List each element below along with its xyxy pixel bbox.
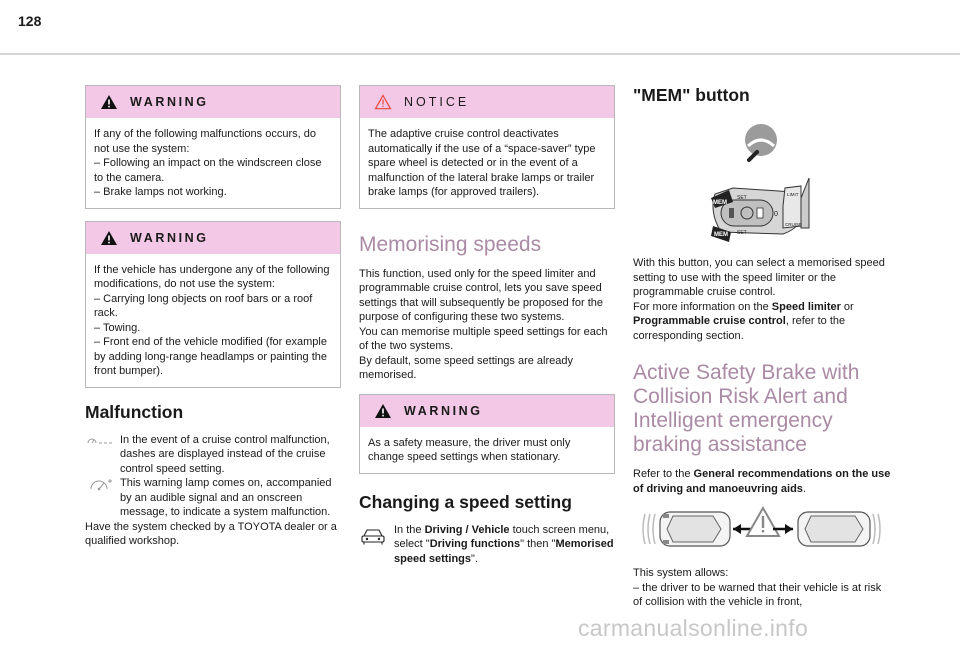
warning-line: – Following an impact on the windscreen close to the camera.	[94, 157, 322, 184]
menu-name-driving-functions: Driving functions	[429, 538, 521, 550]
memorising-paragraph: You can memorise multiple speed settings for each of the two systems.	[359, 325, 608, 352]
column-left	[85, 85, 341, 549]
mem-paragraph	[633, 300, 891, 344]
changing-instruction	[359, 523, 615, 567]
warning-line: – Front end of the vehicle modified (for example by adding long-range headlamps or painting the front bumper).	[94, 336, 327, 377]
section-heading-mem-button: "MEM" button	[633, 85, 750, 105]
warning-header	[86, 86, 340, 118]
car-settings-icon	[359, 523, 387, 547]
section-heading-changing: Changing a speed setting	[359, 491, 572, 512]
menu-name-driving-vehicle: Driving / Vehicle	[424, 523, 510, 536]
warning-line: If the vehicle has undergone any of the following modifications, do not use the system:	[94, 263, 330, 290]
warning-box-modifications	[85, 221, 341, 388]
stalk-label-set-plus: SET	[737, 195, 747, 201]
mem-paragraph: With this button, you can select a memorised speed setting to use with the speed limiter or the programmable cruise control.	[633, 257, 885, 298]
warning-line: If any of the following malfunctions occurs, do not use the system:	[94, 128, 316, 155]
warning-line: – Towing.	[94, 321, 141, 334]
asb-refer-text	[633, 467, 891, 496]
notice-triangle-icon	[374, 94, 392, 110]
warning-header	[360, 395, 614, 427]
asb-refer	[633, 467, 891, 496]
text-run: touch screen menu, select "	[394, 523, 610, 550]
collision-diagram	[633, 504, 891, 554]
notice-title: NOTICE	[404, 95, 470, 109]
notice-body	[360, 118, 614, 208]
steering-stalk-diagram	[633, 116, 891, 246]
warning-triangle-icon	[100, 94, 118, 110]
text-run: or	[840, 300, 854, 313]
memorising-text	[359, 267, 615, 383]
watermark: carmanualsonline.info	[578, 615, 809, 641]
stalk-label-mem: MEM	[713, 200, 727, 206]
warning-box-impact	[85, 85, 341, 209]
asb-text	[633, 566, 891, 610]
ref-programmable-cruise: Programmable cruise control	[633, 315, 786, 327]
text-run: Refer to the	[633, 468, 694, 480]
stalk-label-set-minus: SET	[737, 230, 747, 236]
collision-warning-icon	[747, 508, 779, 536]
warning-line: – Brake lamps not working.	[94, 186, 227, 198]
speed-dashes-icon	[85, 433, 117, 447]
menu-name-memorised-speeds: Memorised speed settings	[394, 538, 614, 565]
ref-general-recommendations: General recommendations on the use of driving and manoeuvring aids	[633, 468, 891, 495]
text-run: For more information on the	[633, 300, 772, 313]
warning-body	[86, 254, 340, 387]
warning-header	[86, 222, 340, 254]
text-run: " then "	[520, 538, 556, 550]
warning-triangle-icon	[374, 403, 392, 419]
warning-box-stationary	[359, 394, 615, 474]
notice-box	[359, 85, 615, 209]
warning-body	[86, 118, 340, 208]
malfunction-line: In the event of a cruise control malfunction, dashes are displayed instead of the cruise control speed setting.	[120, 433, 330, 475]
column-middle	[359, 85, 615, 566]
text-run: , refer to the corresponding section.	[633, 315, 846, 342]
text-run: ".	[471, 552, 478, 565]
ref-speed-limiter: Speed limiter	[771, 300, 841, 313]
malfunction-text	[85, 433, 341, 549]
warning-title: WARNING	[404, 403, 483, 418]
notice-text: The adaptive cruise control deactivates automatically if the use of a “space-saver” type spare wheel is detected or in the event of a malfunction of the lateral brake lamps or trailer brake lamps (for approved trailers).	[368, 128, 596, 198]
section-heading-malfunction: Malfunction	[85, 401, 184, 422]
warning-body	[360, 427, 614, 473]
notice-header	[360, 86, 614, 118]
stalk-label-limit: LIMIT	[787, 192, 799, 197]
asb-allows: This system allows:	[633, 567, 729, 579]
stalk-label-zero: 0	[774, 211, 778, 218]
mem-button-text	[633, 256, 891, 343]
warning-text: As a safety measure, the driver must only change speed settings when stationary.	[368, 436, 571, 463]
text-run: In the	[394, 523, 425, 536]
malfunction-item-lamp	[85, 476, 341, 520]
stalk-label-cruise: CRUISE	[785, 222, 803, 227]
cruise-warning-lamp-icon	[85, 477, 117, 491]
warning-title: WARNING	[130, 95, 209, 109]
stalk-label-mem: MEM	[714, 232, 728, 238]
section-heading-active-safety-brake: Active Safety Brake with Collision Risk Alert and Intelligent emergency braking assistance	[633, 361, 860, 456]
text-run: .	[802, 482, 806, 495]
header-rule	[0, 53, 960, 55]
asb-item: – the driver to be warned that their vehicle is at risk of collision with the vehicle in front,	[633, 581, 882, 608]
section-heading-memorising: Memorising speeds	[359, 232, 542, 256]
front-car-icon	[798, 512, 880, 546]
memorising-paragraph: This function, used only for the speed limiter and programmable cruise control, lets you save speed settings that will subsequently be proposed for the purpose of configuring these two systems.	[359, 267, 603, 323]
changing-text	[394, 523, 615, 567]
malfunction-line: Have the system checked by a TOYOTA dealer or a qualified workshop.	[85, 520, 337, 547]
page-number: 128	[18, 13, 42, 29]
malfunction-item-dashes	[85, 433, 341, 477]
warning-title: WARNING	[130, 230, 209, 245]
malfunction-line: This warning lamp comes on, accompanied by an audible signal and an onscreen message, to indicate a system malfunction.	[120, 477, 332, 518]
column-right	[633, 85, 891, 610]
memorising-paragraph: By default, some speed settings are already memorised.	[359, 354, 574, 381]
warning-line: – Carrying long objects on roof bars or a roof rack.	[94, 292, 313, 319]
collision-alert-illustration	[633, 504, 891, 554]
steering-wheel-icon	[745, 124, 777, 160]
rear-car-icon	[643, 512, 730, 546]
mem-button-illustration	[633, 116, 891, 246]
warning-triangle-icon	[100, 230, 118, 246]
